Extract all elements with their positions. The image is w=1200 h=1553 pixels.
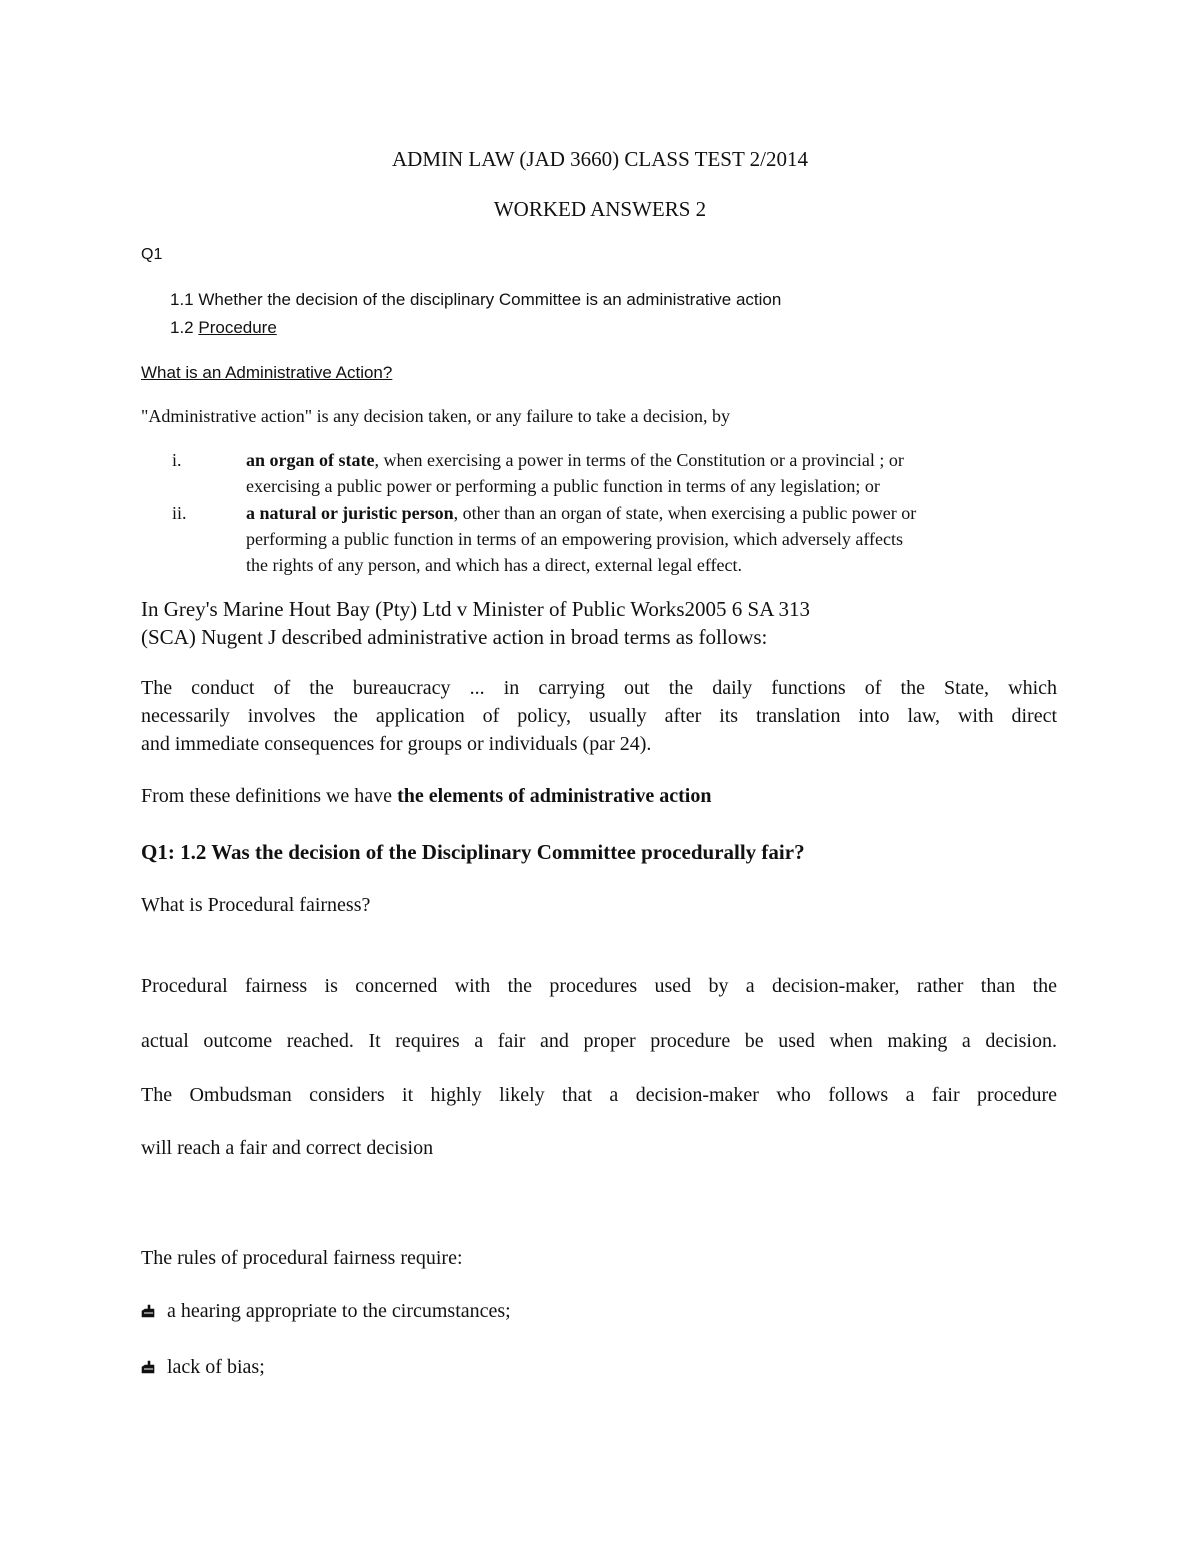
admin-action-heading: What is an Administrative Action? (141, 363, 393, 382)
list-item (141, 1356, 265, 1379)
list-item (141, 1300, 511, 1323)
list-marker-ii: ii. (172, 503, 187, 523)
elements-line (141, 785, 711, 808)
item-1-2-number: 1.2 (170, 318, 199, 337)
bullet-text-2: lack of bias; (167, 1356, 265, 1378)
quote-line3: and immediate consequences for groups or individuals (par 24). (141, 733, 652, 755)
list-item-ii-bold: a natural or juristic person (246, 503, 454, 523)
elements-prefix: From these definitions we have (141, 785, 398, 807)
list-item-i-bold: an organ of state (246, 450, 375, 470)
quote-line1: The conduct of the bureaucracy ... in carrying out the daily functions of the State, which (141, 677, 1057, 699)
list-item-ii-line3: the rights of any person, and which has a direct, external legal effect. (246, 555, 742, 575)
document-title: ADMIN LAW (JAD 3660) CLASS TEST 2/2014 (391, 147, 808, 171)
rules-intro: The rules of procedural fairness require: (141, 1247, 463, 1269)
list-item-i-line2: exercising a public power or performing a public function in terms of any legislation; or (246, 476, 880, 496)
list-item-i-line1 (246, 450, 904, 471)
q1-label: Q1 (141, 246, 163, 263)
greys-line1: In Grey's Marine Hout Bay (Pty) Ltd v Minister of Public Works2005 6 SA 313 (141, 597, 810, 621)
greys-line2: (SCA) Nugent J described administrative action in broad terms as follows: (141, 625, 768, 649)
list-item-ii-line2: performing a public function in terms of an empowering provision, which adversely affects (246, 529, 903, 549)
definition-intro: "Administrative action" is any decision taken, or any failure to take a decision, by (141, 406, 731, 426)
pf-question: What is Procedural fairness? (141, 894, 371, 916)
q1-2-heading: Q1: 1.2 Was the decision of the Disciplinary Committee procedurally fair? (141, 840, 805, 864)
pf-line1: Procedural fairness is concerned with the procedures used by a decision-maker, rather than the (141, 975, 1057, 997)
item-1-2 (170, 318, 277, 338)
elements-bold: the elements of administrative action (397, 785, 712, 807)
list-item-ii-line1 (246, 503, 916, 524)
pf-line2: actual outcome reached. It requires a fair and proper procedure be used when making a decision. (141, 1030, 1057, 1052)
pf-line3: The Ombudsman considers it highly likely that a decision-maker who follows a fair procedure (141, 1084, 1057, 1106)
hand-pointer-icon (141, 1357, 155, 1371)
item-1-2-text: Procedure (198, 318, 277, 337)
pf-line4: will reach a fair and correct decision (141, 1137, 434, 1159)
hand-pointer-icon (141, 1301, 155, 1315)
list-item-i-rest: , when exercising a power in terms of the Constitution or a provincial ; or (374, 450, 904, 470)
list-item-ii-rest: , other than an organ of state, when exercising a public power or (453, 503, 917, 523)
bullet-text-1: a hearing appropriate to the circumstances; (167, 1300, 511, 1322)
document-subtitle: WORKED ANSWERS 2 (493, 197, 707, 221)
item-1-1: 1.1 Whether the decision of the disciplinary Committee is an administrative action (170, 290, 782, 309)
quote-line2: necessarily involves the application of policy, usually after its translation into law, with direct (141, 705, 1057, 727)
list-marker-i: i. (172, 450, 182, 470)
